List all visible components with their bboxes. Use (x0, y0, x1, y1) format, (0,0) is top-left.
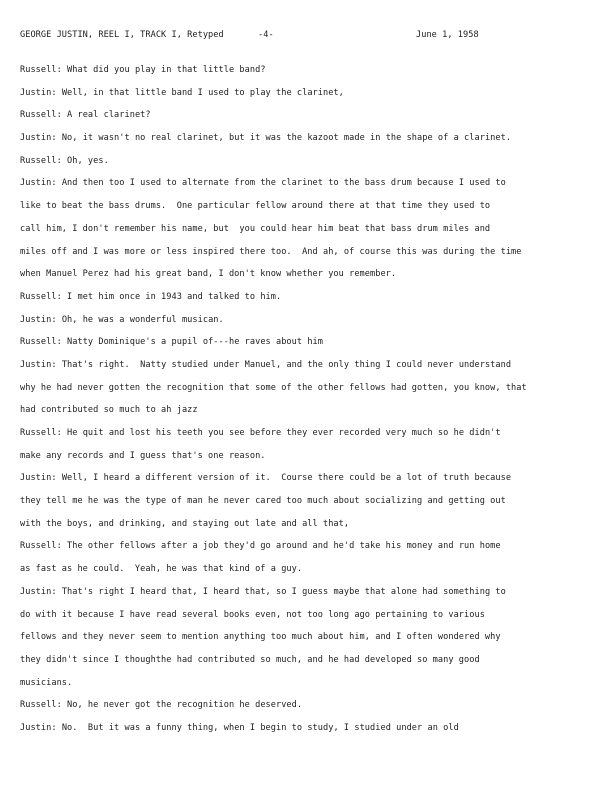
dialogue-text: Oh, he was a wonderful musican. (61, 314, 224, 325)
header-date: June 1, 1958 (416, 30, 479, 40)
page-header (20, 30, 592, 44)
transcript-line (20, 263, 592, 286)
transcript-line (20, 626, 592, 649)
dialogue-text: What did you play in that little band? (67, 65, 266, 75)
dialogue-text: No. But it was a funny thing, when I begin to study, I studied under an old (61, 722, 459, 733)
dialogue-text: do with it because I have read several books even, not too long ago pertaining to various (20, 609, 485, 620)
dialogue-text: make any records and I guess that's one reason. (20, 450, 266, 461)
dialogue-text: musicians. (20, 677, 73, 688)
transcript-line (20, 672, 592, 695)
transcript-line (20, 467, 592, 490)
transcript-line (20, 104, 592, 127)
dialogue-text: I met him once in 1943 and talked to him. (67, 291, 282, 302)
transcript-line (20, 445, 592, 468)
transcript-line (20, 309, 592, 332)
transcript-line (20, 218, 592, 241)
transcript-line (20, 82, 592, 105)
transcript-line (20, 649, 592, 672)
speaker-label: Justin: (20, 314, 57, 325)
transcript-line (20, 604, 592, 627)
dialogue-text: like to beat the bass drums. One particular fellow around there at that time they used to (20, 201, 491, 212)
transcript-line (20, 490, 592, 513)
dialogue-text: Well, in that little band I used to play the clarinet, (61, 87, 344, 98)
dialogue-text: fellows and they never seem to mention anything too much about him, and I often wondered why (20, 632, 501, 643)
transcript-line (20, 694, 592, 717)
speaker-label: Justin: (20, 359, 57, 370)
transcript-line (20, 286, 592, 309)
speaker-label: Russell: (20, 110, 62, 121)
speaker-label: Russell: (20, 700, 62, 711)
header-title: GEORGE JUSTIN, REEL I, TRACK I, Retyped (20, 30, 224, 40)
speaker-label: Russell: (20, 541, 62, 552)
transcript-line (20, 558, 592, 581)
dialogue-text: Oh, yes. (67, 155, 109, 166)
transcript-line (20, 399, 592, 422)
transcript-line (20, 172, 592, 195)
dialogue-text: they didn't since I thoughthe had contributed so much, and he had developed so many good (20, 654, 480, 665)
transcript-line (20, 535, 592, 558)
dialogue-text: A real clarinet? (67, 110, 151, 121)
speaker-label: Russell: (20, 337, 62, 348)
dialogue-text: No, it wasn't no real clarinet, but it was the kazoot made in the shape of a clarinet. (61, 133, 512, 144)
dialogue-text: That's right I heard that, I heard that, so I guess maybe that alone had something to (61, 586, 506, 597)
transcript-line (20, 127, 592, 150)
speaker-label: Russell: (20, 291, 62, 302)
dialogue-text: The other fellows after a job they'd go around and he'd take his money and run home (67, 541, 501, 552)
speaker-label: Justin: (20, 586, 57, 597)
page-number: -4- (258, 30, 274, 40)
transcript-line (20, 59, 592, 82)
speaker-label: Justin: (20, 87, 57, 98)
transcript-line (20, 241, 592, 264)
dialogue-text: And then too I used to alternate from the clarinet to the bass drum because I used to (61, 178, 506, 189)
dialogue-text: No, he never got the recognition he deserved. (67, 700, 303, 711)
speaker-label: Russell: (20, 65, 62, 75)
dialogue-text: He quit and lost his teeth you see before they ever recorded very much so he didn't (67, 428, 501, 438)
dialogue-text: as fast as he could. Yeah, he was that kind of a guy. (20, 564, 303, 575)
transcript-line (20, 377, 592, 400)
speaker-label: Russell: (20, 428, 62, 438)
transcript-body (20, 59, 592, 740)
transcript-line (20, 717, 592, 740)
transcript-line (20, 513, 592, 536)
speaker-label: Justin: (20, 133, 57, 144)
transcript-line (20, 354, 592, 377)
speaker-label: Justin: (20, 473, 57, 484)
dialogue-text: why he had never gotten the recognition that some of the other fellows had gotten, you know, that (20, 382, 527, 393)
speaker-label: Russell: (20, 155, 62, 166)
speaker-label: Justin: (20, 722, 57, 733)
dialogue-text: they tell me he was the type of man he never cared too much about socializing and getting out (20, 496, 506, 507)
dialogue-text: miles off and I was more or less inspired there too. And ah, of course this was during the time (20, 246, 522, 257)
dialogue-text: when Manuel Perez had his great band, I don't know whether you remember. (20, 269, 397, 280)
transcript-line (20, 581, 592, 604)
speaker-label: Justin: (20, 178, 57, 189)
dialogue-text: with the boys, and drinking, and staying out late and all that, (20, 518, 350, 529)
transcript-line (20, 150, 592, 173)
transcript-line (20, 195, 592, 218)
dialogue-text: That's right. Natty studied under Manuel, and the only thing I could never understand (61, 359, 512, 370)
dialogue-text: Well, I heard a different version of it. Course there could be a lot of truth because (61, 473, 512, 484)
dialogue-text: had contributed so much to ah jazz (20, 405, 198, 416)
transcript-line (20, 331, 592, 354)
transcript-line (20, 422, 592, 445)
dialogue-text: call him, I don't remember his name, but you could hear him beat that bass drum miles and (20, 223, 491, 234)
dialogue-text: Natty Dominique's a pupil of---he raves about him (67, 337, 324, 348)
